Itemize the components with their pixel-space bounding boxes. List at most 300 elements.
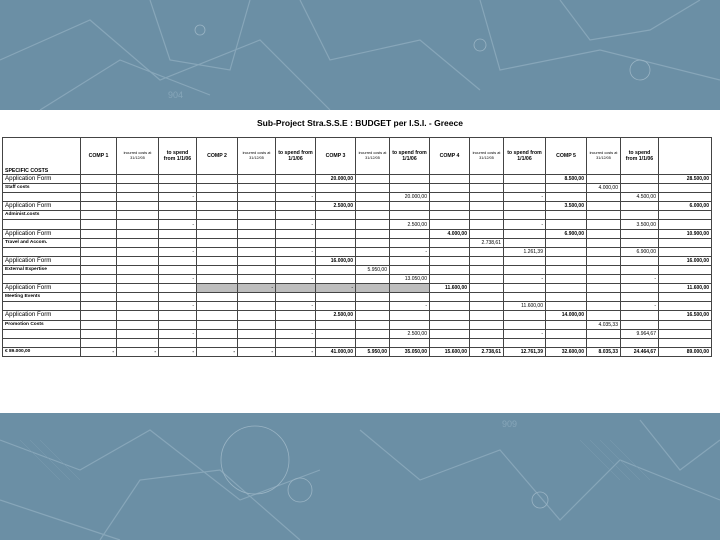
value-cell: 8.035,33 [587,347,621,356]
value-cell: - [81,347,117,356]
value-cell [587,202,621,211]
table-row [3,265,712,274]
value-cell [504,256,546,265]
value-cell: - [276,247,316,256]
value-cell [659,265,712,274]
value-cell: 16.000,00 [316,256,356,265]
value-cell [356,293,390,302]
value-cell: 16.000,00 [659,256,712,265]
value-cell [159,202,197,211]
row-label-cell: Travel and Accom. [3,238,81,247]
value-cell [159,338,197,347]
value-cell [659,329,712,338]
value-cell [504,293,546,302]
value-cell [159,229,197,238]
value-cell [159,284,197,293]
row-label-cell: Staff costs [3,184,81,193]
value-cell [470,247,504,256]
value-cell: - [159,329,197,338]
column-header: to spend from 1/1/06 [504,138,546,175]
value-cell [159,293,197,302]
value-cell [276,238,316,247]
value-cell: 89.000,00 [659,347,712,356]
value-cell [587,329,621,338]
value-cell [546,220,587,229]
value-cell: - [159,302,197,311]
value-cell: 32.600,00 [546,347,587,356]
value-cell [197,265,238,274]
value-cell [504,320,546,329]
value-cell [197,220,238,229]
value-cell [546,265,587,274]
value-cell: 3.500,00 [546,202,587,211]
value-cell [430,238,470,247]
value-cell [159,211,197,220]
row-label-cell: Promotion Costs [3,320,81,329]
value-cell [587,338,621,347]
value-cell [197,175,238,184]
value-cell [470,265,504,274]
value-cell [587,284,621,293]
value-cell [316,193,356,202]
value-cell [117,293,159,302]
value-cell [356,184,390,193]
value-cell [390,229,430,238]
value-cell [197,293,238,302]
value-cell [81,293,117,302]
row-label-cell [3,338,81,347]
value-cell: 13.050,00 [390,275,430,284]
table-row [3,275,712,284]
header-row [3,138,712,175]
value-cell [546,193,587,202]
row-label-cell [3,275,81,284]
value-cell: - [621,275,659,284]
value-cell [197,202,238,211]
value-cell [430,202,470,211]
value-cell: 1.261,39 [504,247,546,256]
value-cell: 15.600,00 [430,347,470,356]
value-cell [159,184,197,193]
value-cell [276,293,316,302]
table-row [3,211,712,220]
map-label-909: 909 [502,419,518,429]
value-cell [470,211,504,220]
value-cell [316,275,356,284]
value-cell [197,247,238,256]
column-header: incurred costs at 31/12/05 [117,138,159,175]
value-cell [621,320,659,329]
value-cell [587,229,621,238]
value-cell [276,229,316,238]
value-cell [504,202,546,211]
column-header: COMP 5 [546,138,587,175]
value-cell [546,238,587,247]
page-title: Sub-Project Stra.S.S.E : BUDGET per I.S.I. - Greece [257,118,463,128]
row-label-cell: Administ.costs [3,211,81,220]
value-cell [470,311,504,320]
value-cell [81,175,117,184]
value-cell [470,293,504,302]
value-cell [81,238,117,247]
value-cell: 2.500,00 [390,329,430,338]
column-header: incurred costs at 31/12/05 [356,138,390,175]
row-label-cell: Application Form [3,175,81,184]
value-cell [470,184,504,193]
table-row [3,202,712,211]
value-cell: - [504,193,546,202]
value-cell: 2.738,61 [470,347,504,356]
value-cell [238,265,276,274]
value-cell [276,320,316,329]
value-cell [117,247,159,256]
value-cell: 6.900,00 [621,247,659,256]
value-cell [117,275,159,284]
value-cell [238,302,276,311]
value-cell [546,211,587,220]
value-cell: - [276,275,316,284]
table-row [3,284,712,293]
value-cell [659,338,712,347]
value-cell: 6.000,00 [659,202,712,211]
value-cell [159,311,197,320]
table-row [3,238,712,247]
value-cell [316,302,356,311]
value-cell [356,175,390,184]
value-cell [81,202,117,211]
value-cell: - [159,193,197,202]
value-cell [197,211,238,220]
value-cell [430,220,470,229]
value-cell [390,211,430,220]
column-header: COMP 1 [81,138,117,175]
value-cell: - [504,220,546,229]
value-cell: - [276,347,316,356]
value-cell [504,284,546,293]
value-cell [316,338,356,347]
value-cell [81,320,117,329]
value-cell [504,338,546,347]
row-label-cell: Application Form [3,202,81,211]
value-cell [238,175,276,184]
value-cell [430,311,470,320]
value-cell [504,211,546,220]
value-cell [504,229,546,238]
value-cell: 11.600,00 [659,284,712,293]
value-cell [430,302,470,311]
value-cell [117,175,159,184]
value-cell [117,220,159,229]
budget-table [2,137,712,357]
value-cell: - [276,220,316,229]
value-cell [504,184,546,193]
value-cell [356,320,390,329]
value-cell [621,265,659,274]
value-cell [276,256,316,265]
value-cell [238,238,276,247]
value-cell: 35.050,00 [390,347,430,356]
column-header: COMP 2 [197,138,238,175]
value-cell: 11.600,00 [504,302,546,311]
value-cell [621,256,659,265]
value-cell [430,175,470,184]
table-row [3,220,712,229]
value-cell [390,175,430,184]
value-cell [117,311,159,320]
value-cell [659,275,712,284]
value-cell [470,220,504,229]
value-cell [81,329,117,338]
value-cell [587,220,621,229]
value-cell [238,311,276,320]
value-cell [159,320,197,329]
value-cell [197,184,238,193]
value-cell [276,284,316,293]
value-cell [238,229,276,238]
value-cell [81,229,117,238]
value-cell [238,247,276,256]
value-cell: 24.464,67 [621,347,659,356]
value-cell [81,211,117,220]
table-row [3,247,712,256]
value-cell [81,256,117,265]
value-cell [356,338,390,347]
value-cell [276,265,316,274]
value-cell [621,211,659,220]
value-cell [356,193,390,202]
value-cell [546,329,587,338]
table-row [3,229,712,238]
value-cell [117,184,159,193]
value-cell [356,275,390,284]
column-header [659,138,712,175]
value-cell [238,320,276,329]
value-cell: 4.000,00 [587,184,621,193]
value-cell [117,329,159,338]
value-cell [316,184,356,193]
value-cell [430,293,470,302]
value-cell [316,238,356,247]
value-cell [621,284,659,293]
value-cell [587,293,621,302]
value-cell [238,256,276,265]
value-cell [276,311,316,320]
value-cell [197,193,238,202]
value-cell [659,193,712,202]
value-cell [621,184,659,193]
value-cell: - [238,284,276,293]
value-cell [587,175,621,184]
table-row [3,256,712,265]
value-cell [587,211,621,220]
value-cell [197,256,238,265]
value-cell [470,175,504,184]
value-cell [316,320,356,329]
value-cell [470,193,504,202]
row-label-cell [3,247,81,256]
value-cell [197,229,238,238]
value-cell [238,211,276,220]
value-cell [587,193,621,202]
value-cell: - [504,275,546,284]
value-cell: 41.000,00 [316,347,356,356]
value-cell [621,229,659,238]
value-cell: 28.500,00 [659,175,712,184]
value-cell [390,320,430,329]
value-cell: - [276,329,316,338]
value-cell [587,256,621,265]
value-cell [430,256,470,265]
value-cell [117,302,159,311]
map-label-904: 904 [168,90,184,100]
value-cell: 20.000,00 [390,193,430,202]
row-label-cell: Application Form [3,229,81,238]
column-header: incurred costs at 31/12/05 [238,138,276,175]
value-cell [356,202,390,211]
value-cell: 5.950,00 [356,347,390,356]
value-cell [238,220,276,229]
value-cell [621,175,659,184]
value-cell [81,338,117,347]
value-cell: 10.900,00 [659,229,712,238]
value-cell [659,238,712,247]
value-cell: - [390,302,430,311]
value-cell [546,338,587,347]
value-cell [659,320,712,329]
value-cell: - [159,247,197,256]
value-cell [117,211,159,220]
value-cell [587,238,621,247]
value-cell [390,238,430,247]
column-header: to spend from 1/1/06 [159,138,197,175]
value-cell: - [159,220,197,229]
value-cell [390,202,430,211]
row-label-cell [3,220,81,229]
value-cell [238,293,276,302]
value-cell [390,256,430,265]
table-row [3,184,712,193]
value-cell [504,311,546,320]
row-label-cell: € 89.000,00 [3,347,81,356]
table-row [3,338,712,347]
value-cell [546,247,587,256]
row-label-cell: Application Form [3,311,81,320]
value-cell [276,184,316,193]
value-cell [356,220,390,229]
value-cell [356,329,390,338]
value-cell: 11.600,00 [430,284,470,293]
column-header: to spend from 1/1/06 [276,138,316,175]
value-cell [197,284,238,293]
value-cell [238,329,276,338]
value-cell [430,193,470,202]
value-cell [276,202,316,211]
value-cell [659,302,712,311]
value-cell [159,175,197,184]
value-cell [470,284,504,293]
value-cell [117,193,159,202]
value-cell [504,175,546,184]
value-cell [390,284,430,293]
table-row [3,302,712,311]
value-cell [546,184,587,193]
value-cell: 5.950,00 [356,265,390,274]
value-cell [276,338,316,347]
value-cell: - [238,347,276,356]
row-label-cell: Meeting Events [3,293,81,302]
value-cell [356,229,390,238]
value-cell [356,302,390,311]
value-cell [587,247,621,256]
value-cell [587,311,621,320]
value-cell [316,220,356,229]
value-cell [470,229,504,238]
value-cell [430,247,470,256]
value-cell [197,311,238,320]
column-header: to spend from 1/1/06 [390,138,430,175]
value-cell [470,256,504,265]
value-cell [197,302,238,311]
value-cell [81,247,117,256]
value-cell: 8.500,00 [546,175,587,184]
value-cell [316,229,356,238]
value-cell [470,329,504,338]
value-cell [197,238,238,247]
value-cell [356,247,390,256]
value-cell [117,202,159,211]
value-cell [390,338,430,347]
value-cell [316,265,356,274]
column-header: COMP 4 [430,138,470,175]
value-cell [470,275,504,284]
table-row [3,329,712,338]
value-cell [546,320,587,329]
value-cell [316,329,356,338]
row-label-cell: Application Form [3,284,81,293]
value-cell [546,284,587,293]
value-cell: - [159,275,197,284]
value-cell [356,311,390,320]
table-row [3,293,712,302]
value-cell: - [197,347,238,356]
value-cell [356,238,390,247]
total-row [3,347,712,356]
value-cell [621,202,659,211]
value-cell [276,211,316,220]
value-cell: - [504,329,546,338]
value-cell [390,293,430,302]
value-cell [197,329,238,338]
value-cell: - [390,247,430,256]
value-cell [159,265,197,274]
value-cell [117,338,159,347]
value-cell [81,184,117,193]
row-label-cell: External Expertise [3,265,81,274]
value-cell [238,193,276,202]
value-cell [587,302,621,311]
row-label-cell: Application Form [3,256,81,265]
value-cell [430,275,470,284]
value-cell: - [276,193,316,202]
value-cell [470,302,504,311]
value-cell [81,220,117,229]
value-cell [390,184,430,193]
value-cell [197,338,238,347]
value-cell [159,238,197,247]
value-cell [430,320,470,329]
table-row [3,320,712,329]
value-cell [470,338,504,347]
